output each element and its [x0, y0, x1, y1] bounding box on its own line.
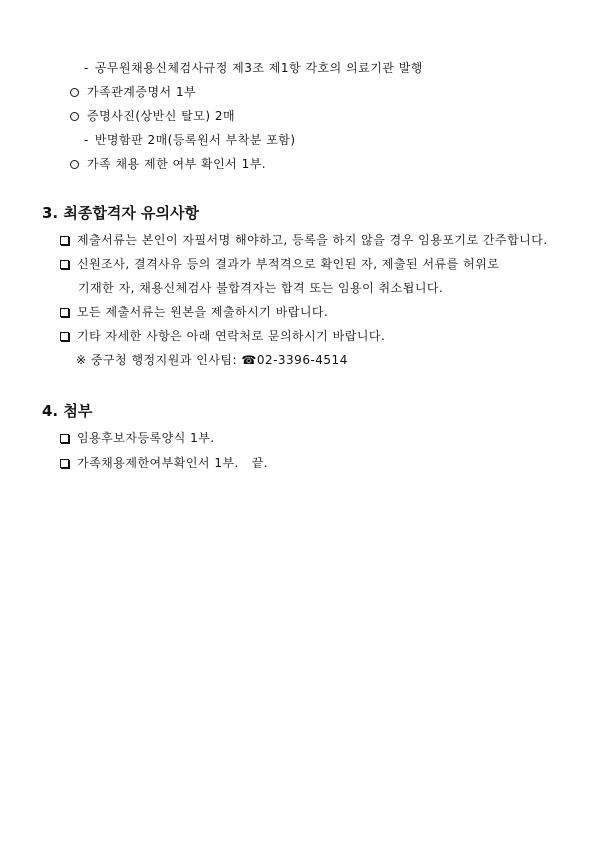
item-family-cert-text: 가족관계증명서 1부	[87, 85, 197, 99]
contact-note: ※ 중구청 행정지원과 인사팀: ☎02-3396-4514	[76, 353, 348, 367]
sub-item-medical	[84, 60, 423, 76]
sub-item-photo-size-text: 반명함판 2매(등록원서 부착분 포함)	[94, 133, 296, 147]
sub-item-photo-size	[84, 132, 296, 148]
item-family-cert	[70, 84, 196, 100]
section-3-item	[60, 304, 328, 320]
section-3-item-continued: 기재한 자, 채용신체검사 불합격자는 합격 또는 임용이 취소됩니다.	[78, 281, 444, 295]
item-family-restrict	[70, 156, 266, 172]
section-3-item-text: 기타 자세한 사항은 아래 연락처로 문의하시기 바랍니다.	[77, 329, 386, 343]
checkbox-bullet-icon	[60, 434, 69, 443]
section-3-item	[60, 232, 548, 248]
checkbox-bullet-icon	[60, 260, 69, 269]
item-photo	[70, 108, 235, 124]
dash-marker: -	[84, 61, 89, 75]
section-3-item-text: 모든 제출서류는 원본을 제출하시기 바랍니다.	[77, 305, 329, 319]
item-family-restrict-text: 가족 채용 제한 여부 확인서 1부.	[87, 157, 267, 171]
circle-bullet-icon	[70, 88, 79, 97]
checkbox-bullet-icon	[60, 332, 69, 341]
circle-bullet-icon	[70, 112, 79, 121]
attachment-item-text: 임용후보자등록양식 1부.	[77, 431, 215, 445]
checkbox-bullet-icon	[60, 459, 69, 468]
item-photo-text: 증명사진(상반신 탈모) 2매	[87, 109, 236, 123]
attachment-item	[60, 455, 268, 471]
sub-item-medical-text: 공무원채용신체검사규정 제3조 제1항 각호의 의료기관 발행	[94, 61, 423, 75]
section-3-item	[60, 328, 385, 344]
checkbox-bullet-icon	[60, 308, 69, 317]
section-3-item	[60, 256, 499, 272]
dash-marker: -	[84, 133, 89, 147]
section-3-item-text: 제출서류는 본인이 자필서명 해야하고, 등록을 하지 않을 경우 임용포기로 간주합니다.	[77, 233, 548, 247]
section-3-heading: 3. 최종합격자 유의사항	[42, 204, 199, 222]
attachment-item-text: 가족채용제한여부확인서 1부. 끝.	[77, 456, 269, 470]
checkbox-bullet-icon	[60, 236, 69, 245]
section-4-heading: 4. 첨부	[42, 402, 93, 420]
attachment-item	[60, 430, 215, 446]
circle-bullet-icon	[70, 160, 79, 169]
section-3-item-text: 신원조사, 결격사유 등의 결과가 부적격으로 확인된 자, 제출된 서류를 허위로	[77, 257, 500, 271]
